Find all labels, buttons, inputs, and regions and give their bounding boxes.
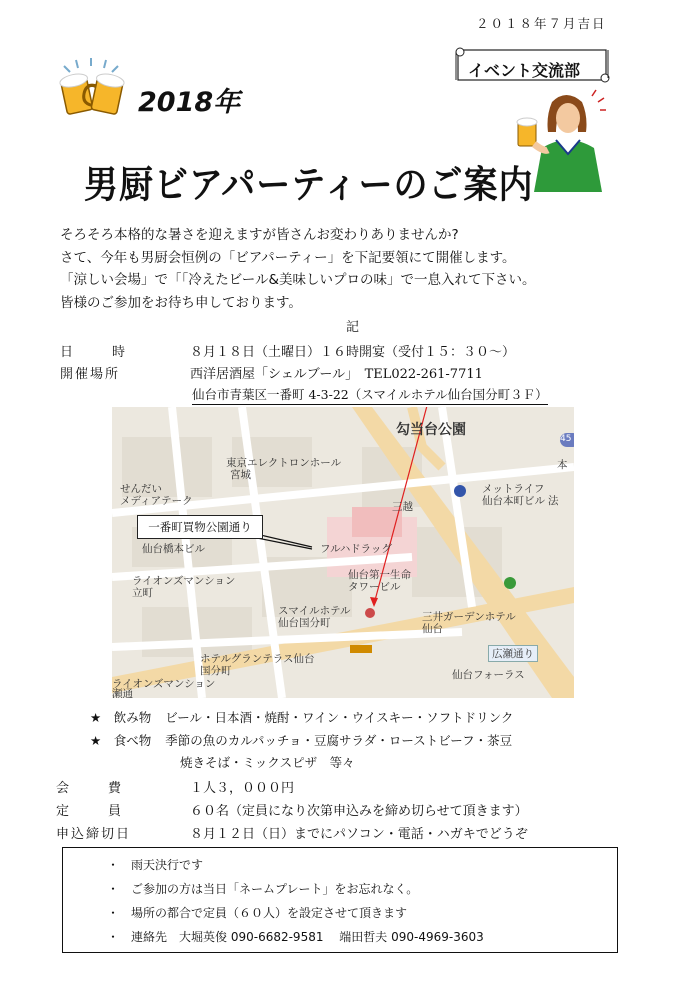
note-item: ・ 雨天決行です	[107, 858, 204, 872]
map-label-mitsui: 三井ガーデンホテル 仙台	[422, 611, 516, 635]
datetime-label: 日 時	[60, 345, 126, 360]
intro-line: そろそろ本格的な暑さを迎えますが皆さんお変わりありませんか?	[60, 227, 459, 243]
map-label-hirose: 広瀬通り	[488, 645, 538, 662]
food-value-1: 季節の魚のカルパッチョ・豆腐サラダ・ローストビーフ・茶豆	[165, 733, 513, 748]
map-label-grand-terrace: ホテルグランテラス仙台国分町	[200, 653, 315, 677]
note-text: 場所の都合で定員（６０人）を設定させて頂きます	[131, 906, 408, 920]
venue-label: 開催場所	[60, 367, 121, 382]
venue-address: 仙台市青葉区一番町 4-3-22（スマイルホテル仙台国分町３Ｆ）	[192, 385, 548, 405]
map-label-hashimoto: 仙台橋本ビル	[142, 543, 205, 555]
intro-text	[60, 224, 535, 314]
note-text: ご参加の方は当日「ネームプレート」をお忘れなく。	[131, 882, 419, 896]
capacity-value: ６０名（定員になり次第申込みを締め切らせて頂きます）	[190, 804, 528, 819]
fee-label: 会 費	[56, 781, 122, 796]
page-title: 男厨ビアパーティーのご案内	[84, 163, 534, 208]
map-label-route: 45	[560, 434, 572, 444]
woman-with-beer-illustration	[512, 88, 622, 192]
note-item: ・ 場所の都合で定員（６０人）を設定させて頂きます	[107, 906, 408, 920]
map-label-lions-tachimachi: ライオンズマンション 立町	[132, 575, 236, 599]
food-row	[90, 731, 512, 749]
drinks-value: ビール・日本酒・焼酎・ワイン・ウイスキー・ソフトドリンク	[165, 710, 514, 725]
notes-box	[62, 847, 618, 953]
map-label-miyagi: 宮城	[230, 469, 251, 481]
map-label-hon: 本	[557, 459, 568, 471]
map-label-smile-hotel: スマイルホテル 仙台国分町	[278, 605, 351, 629]
deadline-value: ８月１２日（日）までにパソコン・電話・ハガキでどうぞ	[190, 827, 528, 842]
venue-value: 西洋居酒屋「シェルブール」 TEL022-261-7711	[190, 367, 483, 382]
map-label-metlife: メットライフ 仙台本町ビル	[482, 483, 545, 507]
beer-mugs-icon	[56, 58, 128, 118]
note-item: ・ 連絡先 大堀英俊 090-6682-9581 端田哲夫 090-4969-3603	[107, 930, 484, 944]
department-label: イベント交流部	[468, 61, 581, 80]
street-callout: 一番町買物公園通り	[137, 515, 263, 539]
map-label-electron-hall: 東京エレクトロンホール	[226, 457, 342, 469]
map-label-mitsukoshi: 三越	[392, 501, 413, 513]
map-label-mediatheque: せんだい メディアテーク	[120, 483, 193, 507]
ki-heading: 記	[346, 320, 360, 335]
note-text: 連絡先 大堀英俊 090-6682-9581 端田哲夫 090-4969-3603	[131, 930, 484, 944]
deadline-label: 申込締切日	[56, 827, 132, 842]
map-label-first-life: 仙台第一生命 タワービル	[348, 569, 411, 593]
drinks-label: ★ 飲み物	[90, 710, 152, 725]
capacity-label: 定 員	[56, 804, 122, 819]
note-item: ・ ご参加の方は当日「ネームプレート」をお忘れなく。	[107, 882, 419, 896]
intro-line: さて、今年も男厨会恒例の「ビアパーティー」を下記要領にて開催します。	[60, 249, 516, 266]
drinks-row	[90, 708, 513, 726]
intro-line: 皆様のご参加をお待ち申しております。	[60, 294, 302, 311]
map-label-drugstore: フルハドラッグ	[320, 543, 392, 555]
food-label: ★ 食べ物	[90, 733, 152, 748]
fee-value: １人３，０００円	[190, 781, 295, 796]
venue-map	[112, 407, 574, 698]
year-heading: 2018年	[138, 87, 241, 118]
map-label-park: 勾当台公園	[396, 422, 466, 438]
map-label-forus: 仙台フォーラス	[452, 669, 525, 681]
datetime-value: ８月１８日（土曜日）１６時開宴（受付１５：３０〜）	[190, 345, 516, 360]
intro-line: 「涼しい会場」で「「冷えたビール&美味しいプロの味」で一息入れて下さい。	[60, 272, 536, 288]
map-label-lions-2: ライオンズマンション 瀬通	[112, 678, 216, 698]
map-label-hou: 法	[548, 495, 559, 507]
food-value-2: 焼きそば・ミックスピザ 等々	[180, 755, 355, 770]
document-date: ２０１８年７月吉日	[476, 16, 607, 31]
note-text: 雨天決行です	[131, 858, 204, 872]
